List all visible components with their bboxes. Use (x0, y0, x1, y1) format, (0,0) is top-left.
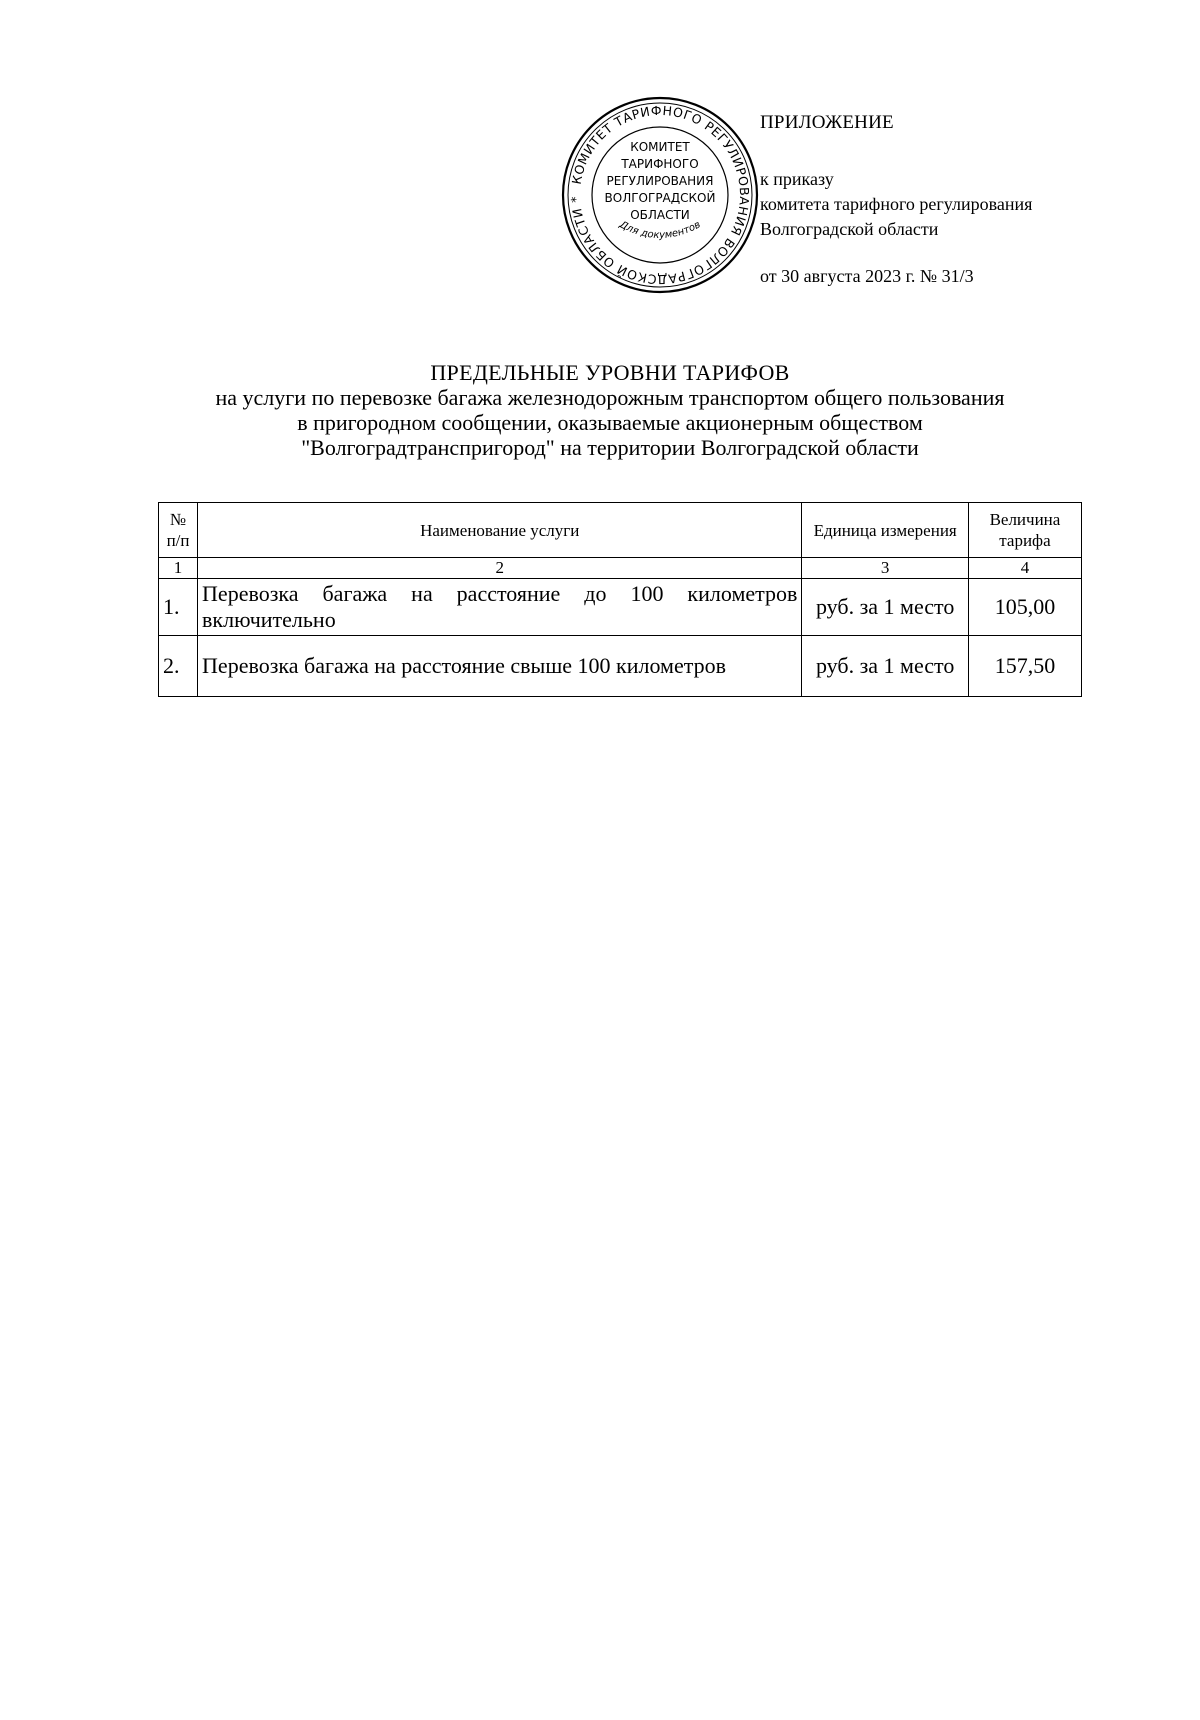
seal-graphic (560, 95, 760, 295)
index-cell: 4 (968, 558, 1081, 579)
document-subtitle-line-3: "Волгоградтранспригород" на территории Волгоградской области (301, 435, 919, 460)
row-number: 2. (159, 636, 198, 697)
service-name: Перевозка багажа на расстояние свыше 100 километров (198, 636, 802, 697)
document-subtitle-line-2: в пригородном сообщении, оказываемые акционерным обществом (297, 410, 923, 435)
appendix-date-number: от 30 августа 2023 г. № 31/3 (760, 266, 974, 286)
header-unit: Единица измерения (802, 503, 969, 558)
unit-of-measure: руб. за 1 место (802, 636, 969, 697)
index-cell: 2 (198, 558, 802, 579)
header-name: Наименование услуги (198, 503, 802, 558)
document-heading (120, 360, 1100, 460)
appendix-block (760, 110, 1180, 289)
official-seal (560, 95, 760, 295)
index-cell: 1 (159, 558, 198, 579)
table-row (159, 579, 1082, 636)
seal-inner-line-2: ТАРИФНОГО (621, 157, 699, 171)
table-index-row (159, 558, 1082, 579)
table-row (159, 636, 1082, 697)
table-header-row (159, 503, 1082, 558)
appendix-region: Волгоградской области (760, 219, 939, 239)
tariff-table (158, 502, 1082, 697)
header-value: Величина тарифа (968, 503, 1081, 558)
tariff-value: 157,50 (968, 636, 1081, 697)
index-cell: 3 (802, 558, 969, 579)
appendix-committee: комитета тарифного регулирования (760, 194, 1033, 214)
header-num: № п/п (159, 503, 198, 558)
seal-inner-line-4: ВОЛГОГРАДСКОЙ (604, 191, 716, 205)
seal-outer-text: КОМИТЕТ ТАРИФНОГО РЕГУЛИРОВАНИЯ ВОЛГОГРАДСКОЙ ОБЛАСТИ * (567, 102, 753, 288)
unit-of-measure: руб. за 1 место (802, 579, 969, 636)
document-title: ПРЕДЕЛЬНЫЕ УРОВНИ ТАРИФОВ (430, 360, 790, 385)
seal-inner-line-3: РЕГУЛИРОВАНИЯ (606, 174, 714, 188)
seal-bottom-text: Для документов (617, 219, 703, 242)
document-subtitle-line-1: на услуги по перевозке багажа железнодорожным транспортом общего пользования (215, 385, 1005, 410)
row-number: 1. (159, 579, 198, 636)
service-name: Перевозка багажа на расстояние до 100 километров включительно (198, 579, 802, 636)
seal-inner-line-1: КОМИТЕТ (630, 140, 690, 154)
tariff-value: 105,00 (968, 579, 1081, 636)
appendix-order-ref: к приказу (760, 169, 834, 189)
appendix-title: ПРИЛОЖЕНИЕ (760, 112, 894, 133)
seal-inner-line-5: ОБЛАСТИ (630, 208, 690, 222)
